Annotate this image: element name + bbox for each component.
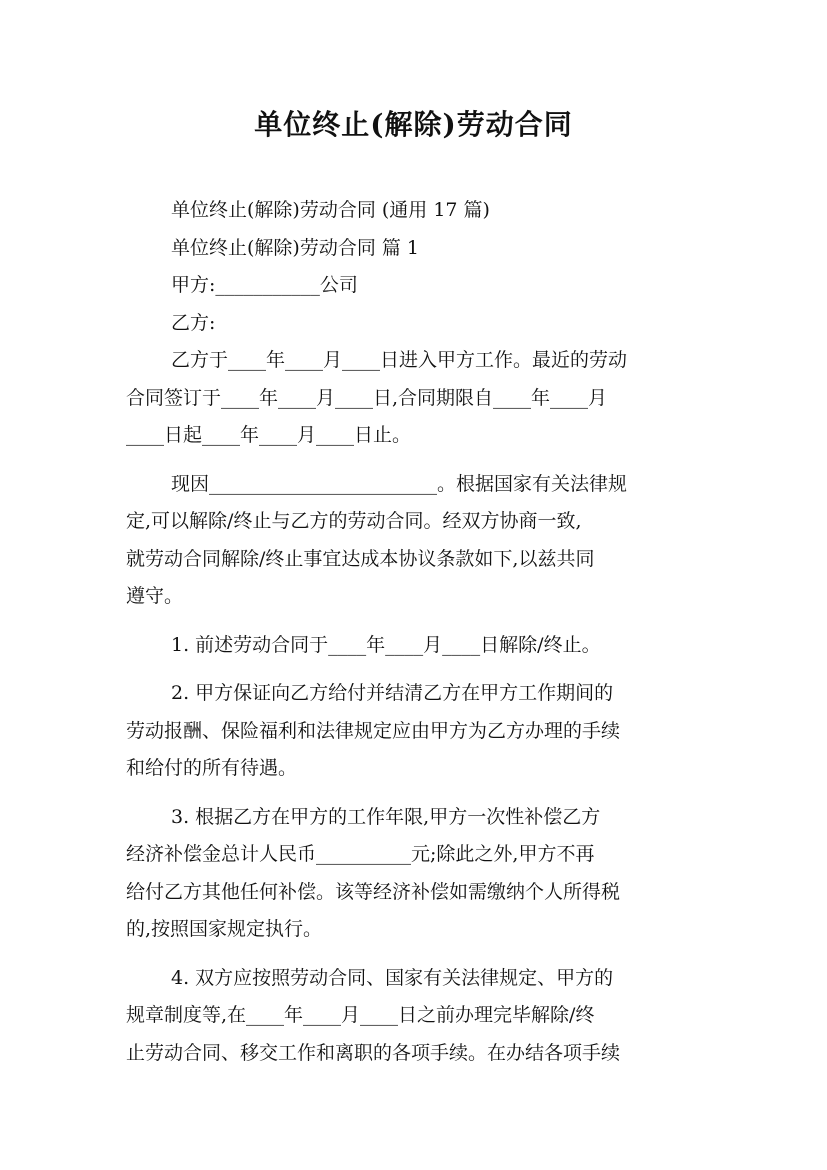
text-line: 现因________________________。根据国家有关法律规 [171,472,628,495]
paragraph [126,230,701,268]
document-body [126,192,701,1072]
text-line: 规章制度等,在____年____月____日之前办理完毕解除/终 [126,1004,595,1026]
text-line: 劳动报酬、保险福利和法律规定应由甲方为乙方办理的手续 [126,719,621,742]
paragraph [126,799,701,949]
text-line: 合同签订于____年____月____日,合同期限自____年____月 [126,386,608,409]
text-line: 和给付的所有待遇。 [126,757,298,779]
text-line: 甲方:___________公司 [171,274,358,296]
text-line: 遵守。 [126,585,184,607]
text-line: 乙方于____年____月____日进入甲方工作。最近的劳动 [171,349,628,371]
paragraph [126,627,701,665]
text-line: 2. 甲方保证向乙方给付并结清乙方在甲方工作期间的 [171,682,614,704]
paragraph [126,305,701,343]
text-line: 1. 前述劳动合同于____年____月____日解除/终止。 [171,633,601,656]
text-line: 3. 根据乙方在甲方的工作年限,甲方一次性补偿乙方 [171,805,601,828]
text-line: 的,按照国家规定执行。 [126,918,323,940]
paragraph [126,466,701,616]
text-line: 止劳动合同、移交工作和离职的各项手续。在办结各项手续 [126,1041,621,1064]
text-line: 就劳动合同解除/终止事宜达成本协议条款如下,以兹共同 [126,547,595,570]
text-line: 乙方: [171,311,216,334]
paragraph [126,192,701,230]
text-line: 4. 双方应按照劳动合同、国家有关法律规定、甲方的 [171,966,614,989]
paragraph [126,960,701,1073]
text-line: 定,可以解除/终止与乙方的劳动合同。经双方协商一致, [126,510,582,532]
text-line: ____日起____年____月____日止。 [126,424,412,446]
text-line: 给付乙方其他任何补偿。该等经济补偿如需缴纳个人所得税 [126,880,621,903]
text-line: 单位终止(解除)劳动合同 篇 1 [171,236,419,259]
paragraph [126,267,701,305]
paragraph [126,675,701,788]
text-line: 单位终止(解除)劳动合同 (通用 17 篇) [171,199,490,221]
text-line: 经济补偿金总计人民币__________元;除此之外,甲方不再 [126,843,595,865]
paragraph [126,342,701,455]
document-title: 单位终止(解除)劳动合同 [254,108,573,141]
